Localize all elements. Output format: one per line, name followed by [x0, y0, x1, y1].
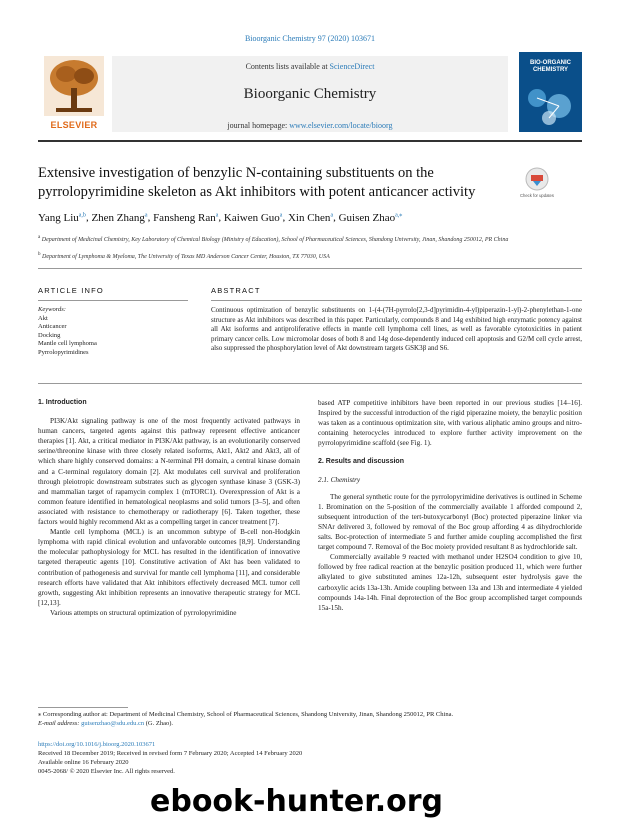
affiliation-b: $^b$ Department of Lymphoma & Myeloma, The University of Texas MD Anderson Cancer Center, Houston, TX 77030, USA: [38, 252, 330, 260]
article-info-heading: ARTICLE INFO: [38, 286, 104, 295]
author[interactable]: Guisen Zhao$^{a,⁎}$: [338, 211, 403, 224]
contents-prefix: Contents lists available at: [245, 62, 330, 71]
right-column: [318, 398, 582, 613]
received-dates: Received 18 December 2019; Received in revised form 7 February 2020; Accepted 14 February 2020: [38, 750, 303, 757]
author[interactable]: Xin Chen$^a$: [287, 211, 334, 224]
journal-cover-image: [519, 52, 582, 132]
author[interactable]: Zhen Zhang$^a$: [91, 211, 148, 224]
author[interactable]: Kaiwen Guo$^a$: [223, 211, 283, 224]
abstract-rule: [211, 300, 582, 301]
abstract-text: Continuous optimization of benzylic substituents on 1-(4-(7H-pyrrolo[2,3-d]pyrimidin-4-yl)piperazin-1-yl)-2-phenylethan-1-one structure as Akt inhibitors was described in this paper. Particularly, compounds 8 and 14g exhibited high enzymatic potency against all Akt isoforms and antiproliferative effects in mantle cell lymphoma cell lines, as well as favorable cytotoxicities in patient primary cancer cells. Low micromolar doses of both 8 and 14g dose-dependently induced cell apoptosis and G2/M cell cycle arrest, also suppressed the phosphorylation level of Akt downstream targets GSK3β and S6.: [211, 306, 582, 352]
email-link[interactable]: guisenzhao@sdu.edu.cn: [81, 719, 145, 727]
doi-link[interactable]: https://doi.org/10.1016/j.bioorg.2020.103671: [38, 741, 156, 748]
results-heading: 2. Results and discussion: [318, 458, 404, 466]
body-paragraph: Commercially available 9 reacted with methanol under H2SO4 condition to give 10, followed by free radical reaction at the benzylic position produced 11, which were further alkylated to give substituted amines 12a-12h, subsequent ester hydrolysis gave the carboxylic acids 13a-13h. Amide coupling between 13a and 13h and intermediate 4 yielded compounds 14a-14h. Final deprotection of the Boc group accomplished target compounds 15a-15h.: [318, 553, 582, 612]
keyword: Mantle cell lymphoma: [38, 340, 97, 347]
keyword: Docking: [38, 331, 61, 339]
body-paragraph: based ATP competitive inhibitors have been reported in our previous studies [14–16]. Inspired by the successful introduction of the rigid piperazine moiety, the benzylic position was taken as a continuous optimization site, with various aliphatic amino groups and nitro-containing heterocycles introduced to explore further activity improvement on the pyrrolopyrimidine scaffold (see Fig. 1).: [318, 399, 582, 448]
homepage-link[interactable]: www.elsevier.com/locate/bioorg: [289, 121, 393, 130]
intro-paragraph: PI3K/Akt signaling pathway is one of the most frequently activated pathways in human cancers, targeted agents against this pathway represent effective anticancer therapies [1]. Akt, a critical mediator in PI3K/Akt pathway, is an evolutionarily conserved serine/threonine kinase with three closely related isoforms, Akt1, Akt2 and Akt3, all of which share highly conserved domains: a N-terminal PH domain, a central kinase domain and a C-terminal regulatory domain [2]. Akt modulates cell survival and proliferation through pleiotropic downstream substrates such as glycogen synthase kinase 3 (GSK-3) and mammalian target of rapamycin complex 1 (mTORC1). Overexpression of Akt is a common feature identified in hematological neoplasms and solid tumors [3–5], and often associated with resistance to chemotherapy or radiotherapy [6]. Taken together, these factors would highly recommend Akt as a compelling target in cancer treatment [7].: [38, 417, 300, 527]
sciencedirect-link[interactable]: ScienceDirect: [329, 62, 375, 71]
keyword: Pyrrolopyrimidines: [38, 348, 89, 356]
crossmark-badge[interactable]: [522, 166, 552, 206]
affiliation-a: $^a$ Department of Medicinal Chemistry, Key Laboratory of Chemical Biology (Ministry of Education), School of Pharmaceutical Sciences, Shandong University, Jinan, Shandong 250012, PR China: [38, 235, 509, 243]
author[interactable]: Fansheng Ran$^a$: [153, 211, 219, 224]
footnote-rule: [38, 707, 128, 708]
article-title: Extensive investigation of benzylic N-containing substituents on the pyrrolopyrimidine skeleton as Akt inhibitors with potent anticancer activity: [38, 165, 476, 200]
crossmark-label: Check for updates: [520, 193, 554, 198]
journal-citation[interactable]: Bioorganic Chemistry 97 (2020) 103671: [244, 34, 376, 43]
copyright: 0045-2068/ © 2020 Elsevier Inc. All rights reserved.: [38, 768, 175, 775]
body-paragraph: The general synthetic route for the pyrrolopyrimidine derivatives is outlined in Scheme 1. Bromination on the 5-position of the commercially available 1 afforded compound 2, subsequent introduction of the tert-butoxycarbonyl (Boc) protected piperazine linker via SNAr delivered 3, followed by removal of the Boc group affording 4 as dihydrochloride salts. Boc-protection of intermediate 5 and further amide coupling accomplished the first target compound 7. Removal of the Boc moiety provided resultant 8 as hydrochloride salt.: [318, 492, 582, 552]
author[interactable]: Yang Liu$^{a,b}$: [38, 211, 86, 224]
homepage-line: [112, 121, 508, 130]
keyword: Akt: [38, 314, 48, 322]
keyword: Anticancer: [38, 323, 67, 330]
abstract-heading: ABSTRACT: [211, 286, 261, 295]
left-column: [38, 398, 300, 618]
contents-line: [112, 62, 508, 71]
abstract-bottom-rule: [38, 383, 582, 384]
article-info-rule: [38, 300, 188, 301]
corresponding-author: ⁎ Corresponding author at: Department of Medicinal Chemistry, School of Pharmaceutical Sciences, Shandong University, Jinan, Shandong 250012, PR China.: [38, 711, 454, 718]
available-online: Available online 16 February 2020: [38, 759, 129, 766]
cover-title: BIO-ORGANIC CHEMISTRY: [530, 60, 571, 73]
intro-paragraph: Various attempts on structural optimization of pyrrolopyrimidine: [50, 608, 237, 617]
crossmark-icon: [522, 166, 552, 206]
footnote: ⁎ Corresponding author at: Department of Medicinal Chemistry, School of Pharmaceutical Sciences, Shandong University, Jinan, Shandong 250012, PR China. E-mail address: guisenzhao@sdu.edu.cn (G. Zhao).: [38, 711, 582, 728]
journal-name: Bioorganic Chemistry: [243, 86, 377, 102]
homepage-prefix: journal homepage:: [227, 121, 290, 130]
keywords-block: [38, 306, 188, 357]
publisher-logo-text: ELSEVIER: [50, 120, 98, 130]
watermark: ebook-hunter.org: [150, 784, 443, 819]
email-label: E-mail address:: [38, 719, 82, 727]
intro-paragraph: Mantle cell lymphoma (MCL) is an uncommon subtype of B-cell non-Hodgkin lymphoma with rapid clinical evolution and unfavorable outcomes [8,9]. Understanding the molecular pathophysiology for MCL has resulted in the identification of innovative targeted therapeutic agents [10]. Constitutive activation of Akt has been validated to contribution of pathogenesis and survival for mantle cell lymphoma [11], and considerable research efforts have validated that Akt inhibitors effectively decreased MCL tumor cell growth, suggesting Akt inhibition represents an innovative therapeutic strategy for MCL [12,13].: [38, 528, 300, 607]
keywords-label: Keywords:: [38, 306, 66, 313]
intro-heading: 1. Introduction: [38, 399, 87, 406]
chemistry-subheading: 2.1. Chemistry: [318, 475, 361, 484]
publication-info: [38, 740, 582, 776]
author-list: Yang Liu$^{a,b}$, Zhen Zhang$^a$, Fansheng Ran$^a$, Kaiwen Guo$^a$, Xin Chen$^a$, Guisen Zhao$^{a,⁎}$: [38, 211, 403, 224]
header-rule: [38, 140, 582, 142]
section-divider: [38, 268, 582, 269]
